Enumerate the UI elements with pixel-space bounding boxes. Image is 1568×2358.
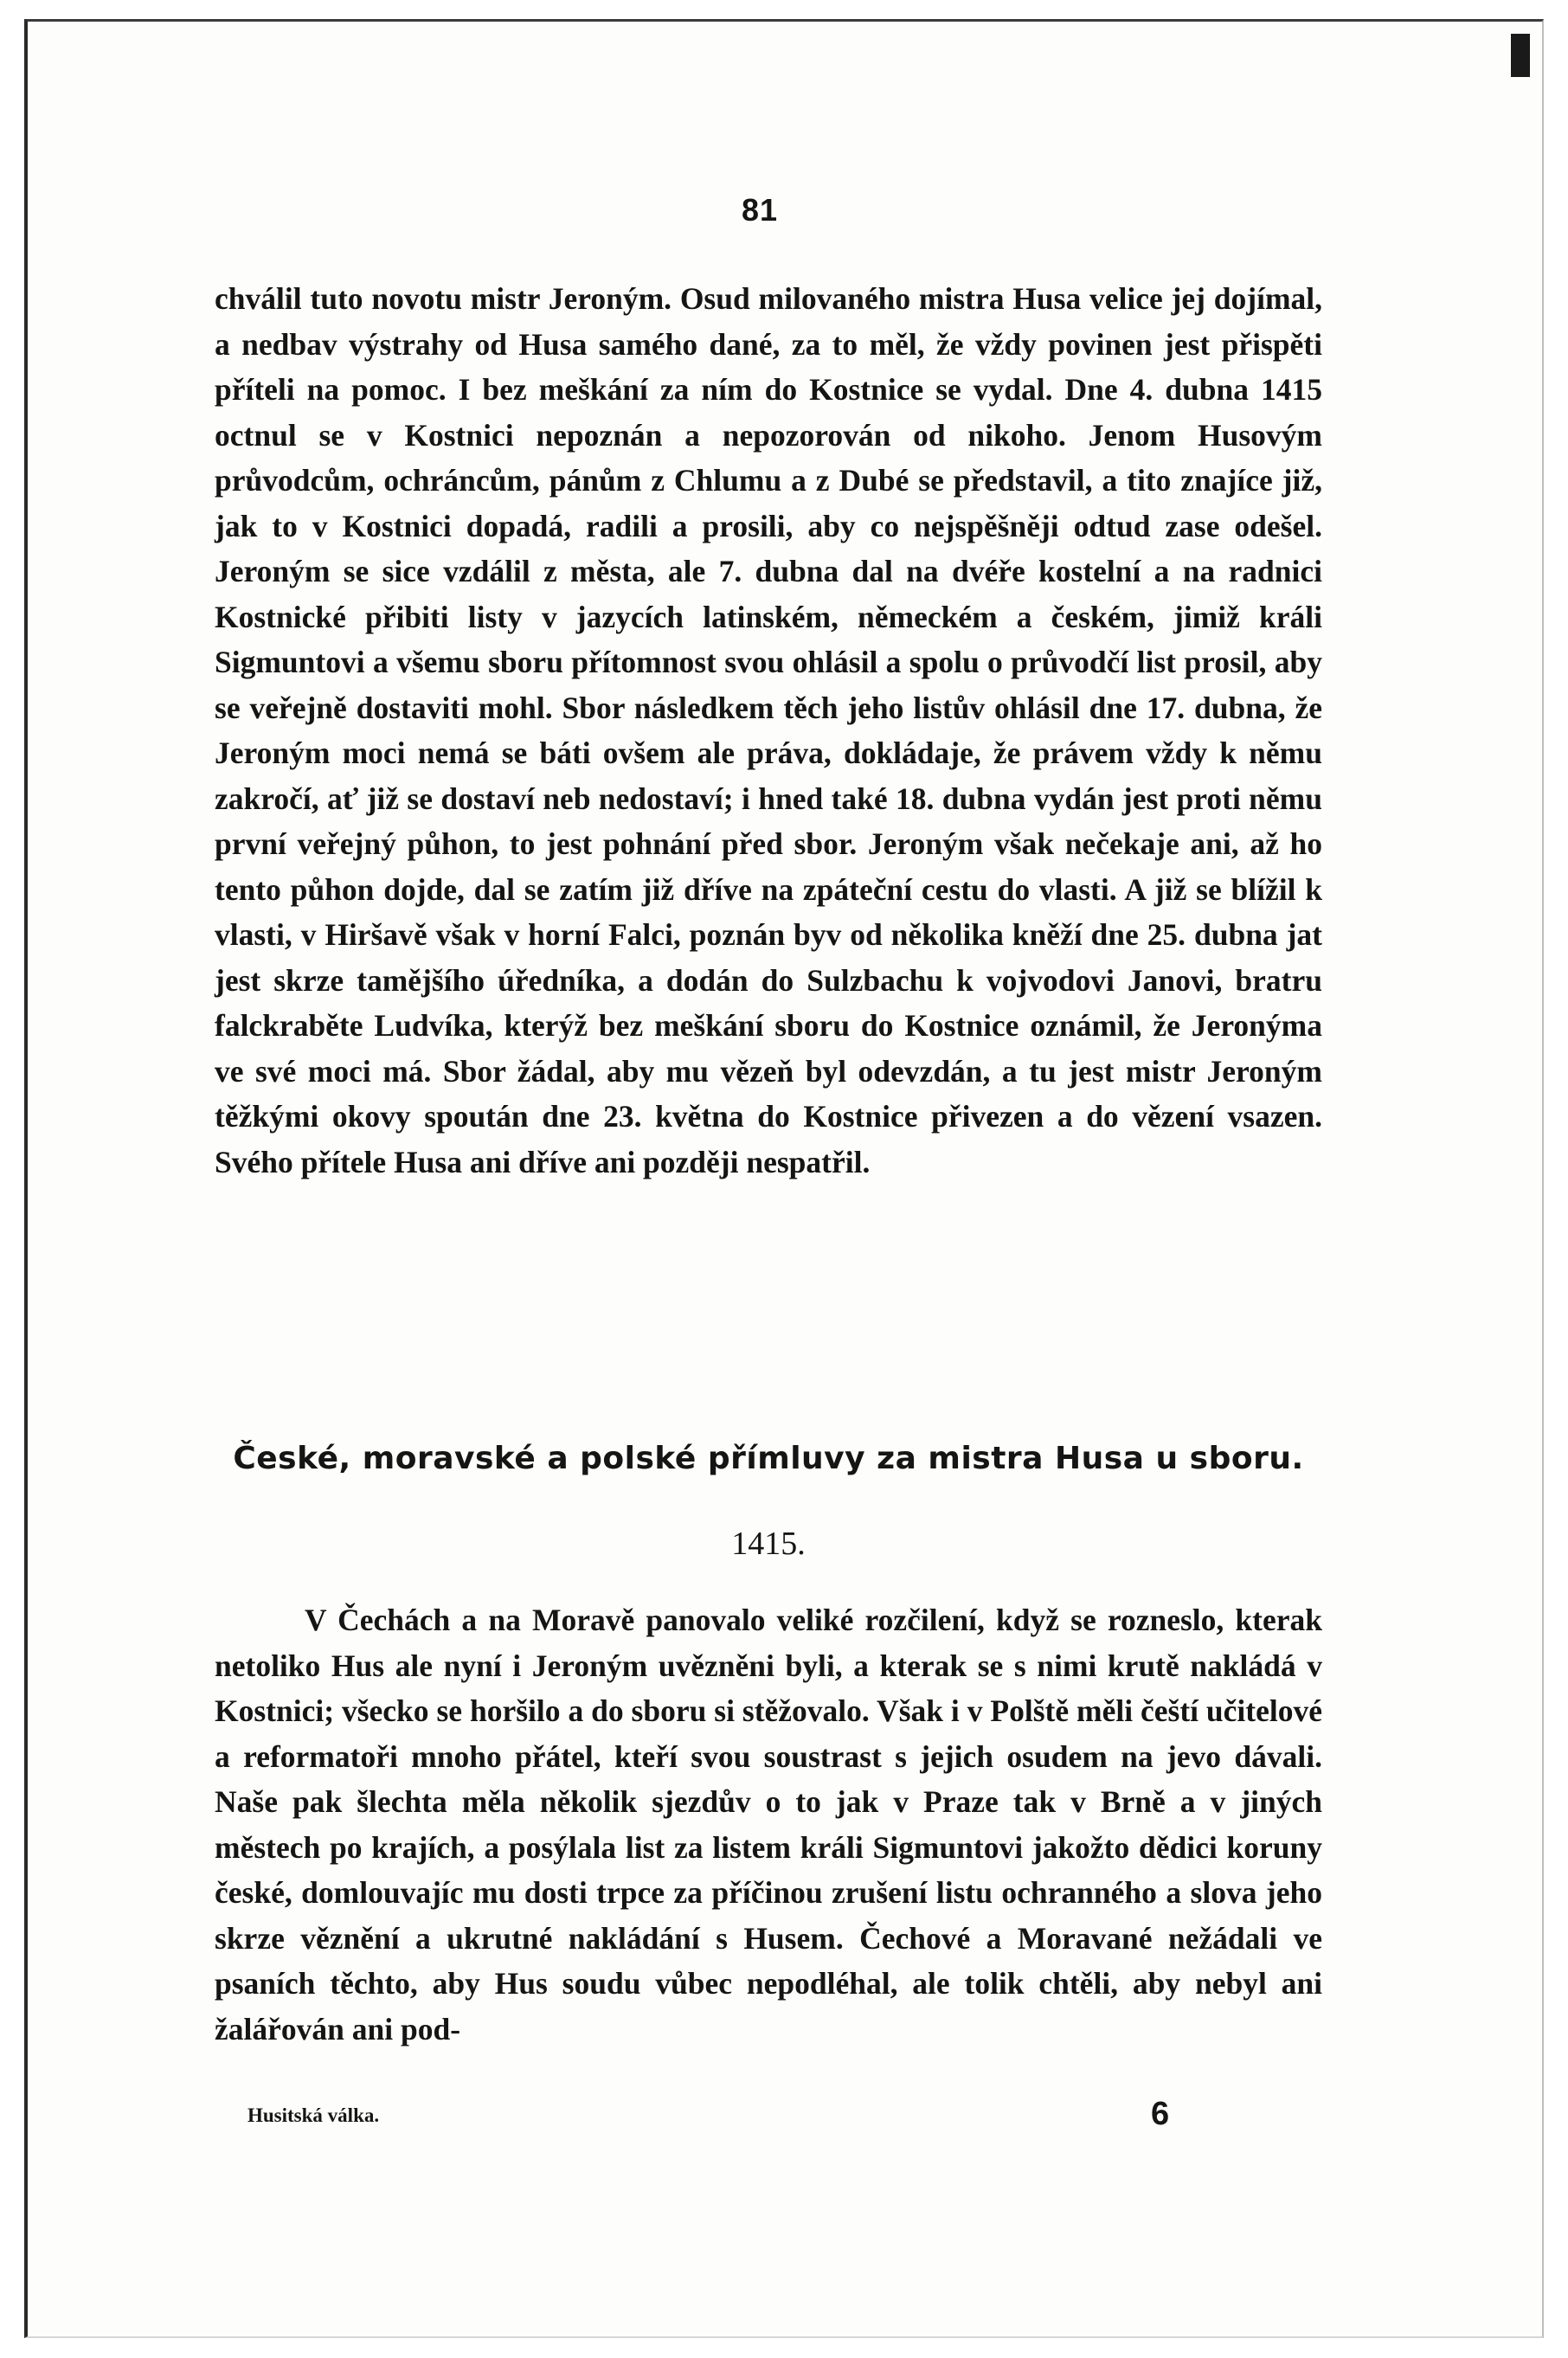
section-heading: České, moravské a polské přímluvy za mistra Husa u sboru.: [233, 1441, 1304, 1476]
page-number: 81: [741, 192, 779, 228]
paragraph-jeronym: chválil tuto novotu mistr Jeroným. Osud milovaného mistra Husa velice jej dojímal, a nedbav výstrahy od Husa samého dané, za to měl, že vždy povinen jest přispěti příteli na pomoc. I bez meškání za ním do Kostnice se vydal. Dne 4. dubna 1415 octnul se v Kostnici nepoznán a nepozorován od nikoho. Jenom Husovým průvodcům, ochráncům, pánům z Chlumu a z Dubé se představil, a tito znajíce již, jak to v Kostnici dopadá, radili a prosili, aby co nejspěšněji odtud zase odešel. Jeroným se sice vzdálil z města, ale 7. dubna dal na dvéře kostelní a na radnici Kostnické přibiti listy v jazycích latinském, německém a českém, jimiž králi Sigmuntovi a všemu sboru přítomnost svou ohlásil a spolu o průvodčí list prosil, aby se veřejně dostaviti mohl. Sbor následkem těch jeho listův ohlásil dne 17. dubna, že Jeroným moci nemá se báti ovšem ale práva, dokládaje, že právem vždy k němu zakročí, ať již se dostaví neb nedostaví; i hned také 18. dubna vydán jest proti němu první veřejný půhon, to jest pohnání před sbor. Jeroným však nečekaje ani, až ho tento půhon dojde, dal se zatím již dříve na zpáteční cestu do vlasti. A již se blížil k vlasti, v Hiršavě však v horní Falci, poznán byv od několika kněží dne 25. dubna jat jest skrze tamějšího úředníka, a dodán do Sulzbachu k vojvodovi Janovi, bratru falckraběte Ludvíka, kterýž bez meškání sboru do Kostnice oznámil, že Jeronýma ve své moci má. Sbor žádal, aby mu vězeň byl odevzdán, a tu jest mistr Jeroným těžkými okovy spoután dne 23. května do Kostnice přivezen a do vězení vsazen. Svého přítele Husa ani dříve ani později nespatřil.: [215, 281, 1322, 1179]
scan-corner-mark: [1511, 34, 1530, 77]
section-year: 1415.: [731, 1526, 806, 1562]
paragraph-intercessions: V Čechách a na Moravě panovalo veliké rozčilení, když se rozneslo, kterak netoliko Hus ale nyní i Jeroným uvězněni byli, a kterak se s nimi krutě nakládá v Kostnici; všecko se horšilo a do sboru si stěžovalo. Však i v Polště měli čeští učitelové a reformatoři mnoho přátel, kteří svou soustrast s jejich osudem na jevo dávali. Naše pak šlechta měla několik sjezdův o to jak v Praze tak v Brně a v jiných městech po krajích, a posýlala list za listem králi Sigmuntovi jakožto dědici koruny české, domlouvajíc mu dosti trpce za příčinou zrušení listu ochranného a slova jeho skrze věznění a ukrutné nakládání s Husem. Čechové a Moravané nežádali ve psaních těchto, aby Hus soudu vůbec nepodléhal, ale tolik chtěli, aby nebyl ani žalářován ani pod-: [215, 1603, 1322, 2046]
signature-mark: 6: [1151, 2096, 1170, 2132]
footer-book-title: Husitská válka.: [247, 2104, 380, 2126]
